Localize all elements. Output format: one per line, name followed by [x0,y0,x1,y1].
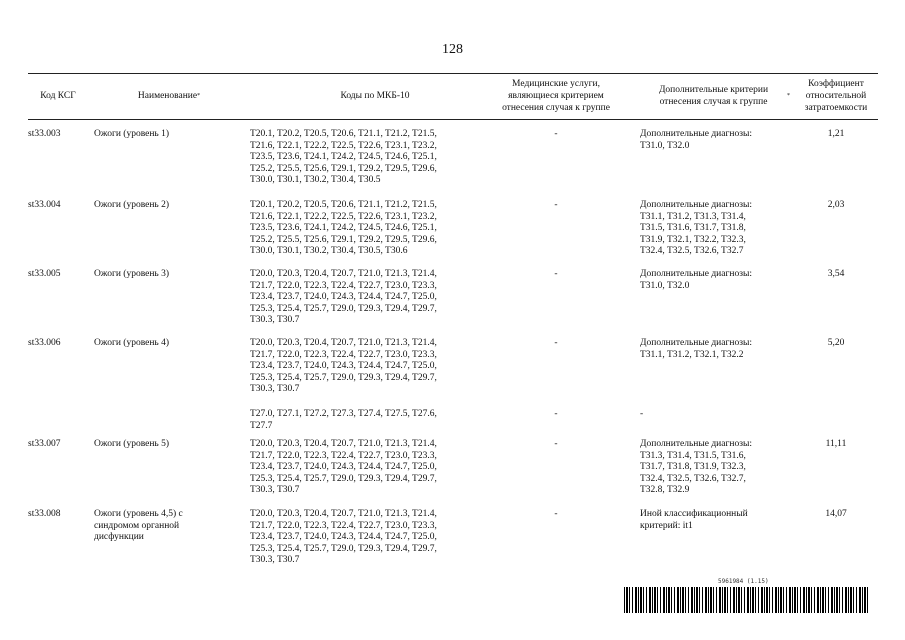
cell-mkb: T20.1, T20.2, T20.5, T20.6, T21.1, T21.2, T21.5, T21.6, T22.1, T22.2, T22.5, T22.6, T23.1, T23.2, T23.5, T23.6, T24.1, T24.2, T24.5, T24.6, T25.1, T25.2, T25.5, T25.6, T29.1, T29.2, T29.5, T29.6, T30.0, T30.1, T30.2, T30.4, T30.5, T30.6 [250,200,437,257]
cell-services: - [554,338,558,348]
cell-criteria: - [640,409,644,419]
cell-coef: 2,03 [827,200,845,210]
header-name: Наименование * [137,91,201,101]
header-bottom-rule [28,119,878,120]
cell-name: Ожоги (уровень 2) [94,200,170,210]
cell-name: Ожоги (уровень 4) [94,338,170,348]
barcode-number: 5961984 (1.15) [718,578,769,585]
header-coef: Коэффициент относительной затратоемкости [804,79,868,113]
cell-code: st33.006 [28,338,61,348]
cell-name: Ожоги (уровень 5) [94,439,170,449]
cell-code: st33.005 [28,269,61,279]
cell-criteria: Дополнительные диагнозы: T31.1, T31.2, T32.1, T32.2 [640,338,752,360]
cell-services: - [554,200,558,210]
cell-criteria: Иной классификационный критерий: it1 [640,509,748,531]
header-criteria: Дополнительные критерии отнесения случая к группе * [658,85,790,107]
header-mkb: Коды по МКБ-10 [340,91,410,101]
cell-mkb: T20.0, T20.3, T20.4, T20.7, T21.0, T21.3, T21.4, T21.7, T22.0, T22.3, T22.4, T22.7, T23.0, T23.3, T23.4, T23.7, T24.0, T24.3, T24.4, T24.7, T25.0, T25.3, T25.4, T25.7, T29.0, T29.3, T29.4, T29.7, T30.3, T30.7 [250,338,437,395]
cell-mkb: T20.1, T20.2, T20.5, T20.6, T21.1, T21.2, T21.5, T21.6, T22.1, T22.2, T22.5, T22.6, T23.1, T23.2, T23.5, T23.6, T24.1, T24.2, T24.5, T24.6, T25.1, T25.2, T25.5, T25.6, T29.1, T29.2, T29.5, T29.6, T30.0, T30.1, T30.2, T30.4, T30.5 [250,129,437,186]
cell-mkb: T20.0, T20.3, T20.4, T20.7, T21.0, T21.3, T21.4, T21.7, T22.0, T22.3, T22.4, T22.7, T23.0, T23.3, T23.4, T23.7, T24.0, T24.3, T24.4, T24.7, T25.0, T25.3, T25.4, T25.7, T29.0, T29.3, T29.4, T29.7, T30.3, T30.7 [250,439,437,496]
table-top-rule [28,73,878,74]
header-services: Медицинские услуги, являющиеся критерием отнесения случая к группе [502,79,610,113]
cell-criteria: Дополнительные диагнозы: T31.0, T32.0 [640,129,752,151]
cell-services: - [554,129,558,139]
cell-mkb: T20.0, T20.3, T20.4, T20.7, T21.0, T21.3, T21.4, T21.7, T22.0, T22.3, T22.4, T22.7, T23.0, T23.3, T23.4, T23.7, T24.0, T24.3, T24.4, T24.7, T25.0, T25.3, T25.4, T25.7, T29.0, T29.3, T29.4, T29.7, T30.3, T30.7 [250,509,437,566]
cell-code: st33.007 [28,439,61,449]
cell-mkb: T20.0, T20.3, T20.4, T20.7, T21.0, T21.3, T21.4, T21.7, T22.0, T22.3, T22.4, T22.7, T23.0, T23.3, T23.4, T23.7, T24.0, T24.3, T24.4, T24.7, T25.0, T25.3, T25.4, T25.7, T29.0, T29.3, T29.4, T29.7, T30.3, T30.7 [250,269,437,326]
cell-services: - [554,439,558,449]
cell-criteria: Дополнительные диагнозы: T31.1, T31.2, T31.3, T31.4, T31.5, T31.6, T31.7, T31.8, T31.9, T32.1, T32.2, T32.3, T32.4, T32.5, T32.6, T32.7 [640,200,752,257]
cell-name: Ожоги (уровень 1) [94,129,170,139]
cell-coef: 3,54 [827,269,845,279]
cell-coef: 1,21 [827,129,845,139]
cell-coef: 11,11 [825,439,847,449]
cell-services: - [554,509,558,519]
cell-name: Ожоги (уровень 4,5) с синдромом органной дисфункции [94,509,183,543]
cell-coef: 5,20 [827,338,845,348]
cell-criteria: Дополнительные диагнозы: T31.3, T31.4, T31.5, T31.6, T31.7, T31.8, T31.9, T32.3, T32.4, T32.5, T32.6, T32.7, T32.8, T32.9 [640,439,752,496]
cell-coef: 14,07 [825,509,847,519]
cell-code: st33.008 [28,509,61,519]
cell-code: st33.003 [28,129,61,139]
cell-services: - [554,269,558,279]
page-number: 128 [442,42,463,57]
header-code: Код КСГ [40,91,76,101]
barcode-image [624,587,870,613]
cell-services: - [554,409,558,419]
cell-code: st33.004 [28,200,61,210]
cell-mkb: T27.0, T27.1, T27.2, T27.3, T27.4, T27.5, T27.6, T27.7 [250,409,437,431]
cell-name: Ожоги (уровень 3) [94,269,170,279]
cell-criteria: Дополнительные диагнозы: T31.0, T32.0 [640,269,752,291]
